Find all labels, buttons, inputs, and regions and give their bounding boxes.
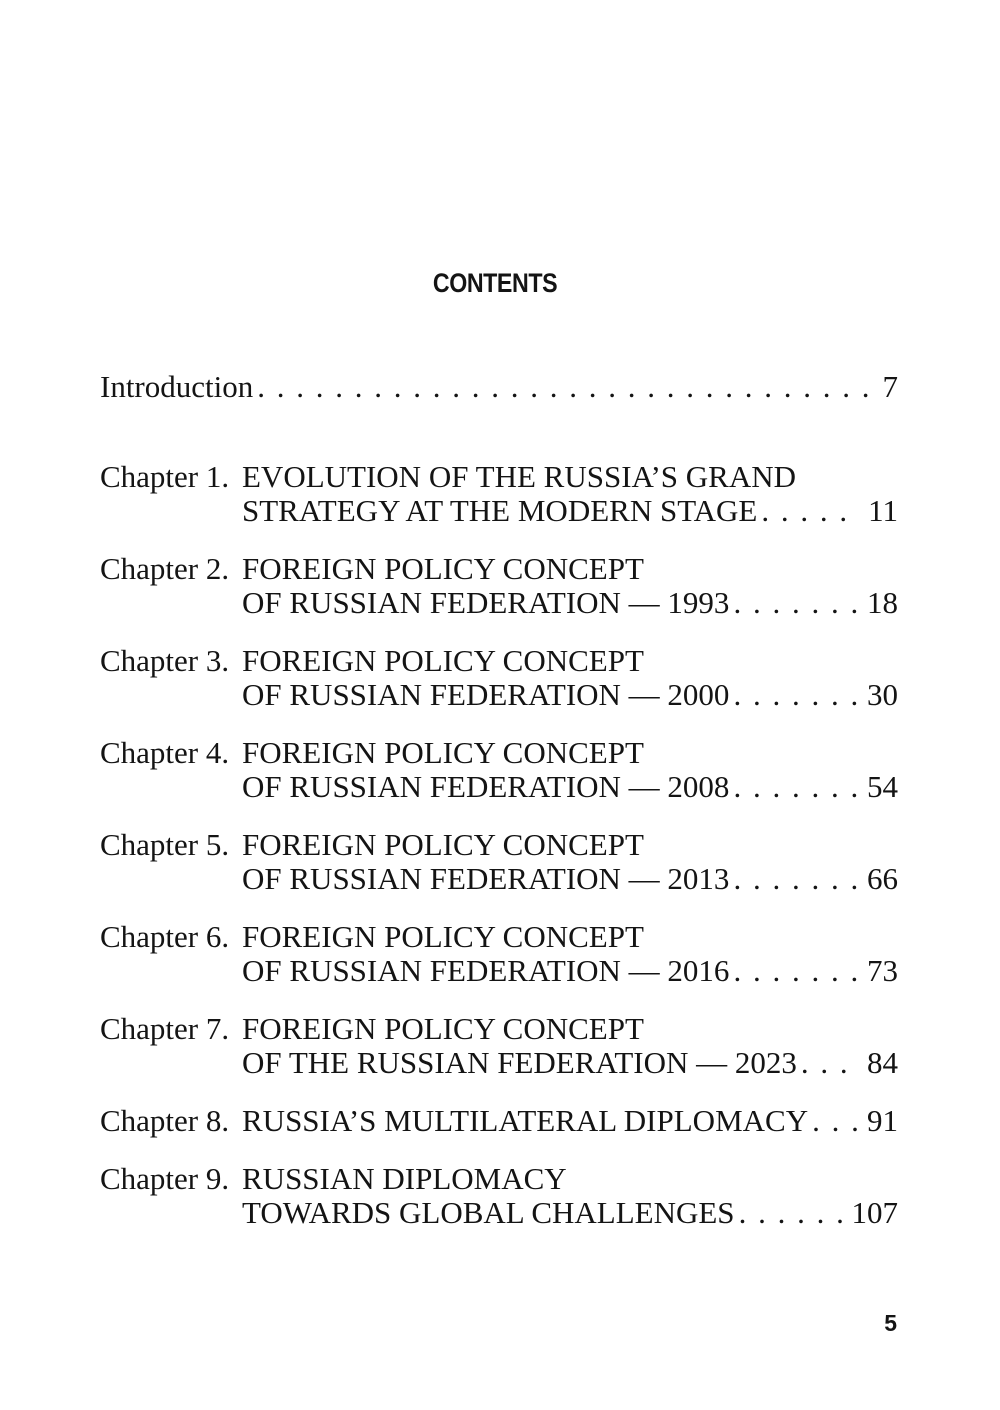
toc-entry-chapter-1 [100, 460, 898, 528]
toc-page-number: 66 [867, 861, 898, 896]
chapter-title-line: STRATEGY AT THE MODERN STAGE [242, 493, 758, 528]
toc-line [100, 1162, 898, 1196]
toc-line [100, 370, 898, 404]
dot-leader [729, 862, 857, 896]
toc-line [100, 1104, 898, 1138]
toc-page-number: 91 [867, 1103, 898, 1138]
toc-line [100, 552, 898, 586]
toc-line [100, 920, 898, 954]
chapter-number: Chapter 1. [100, 459, 230, 494]
chapter-number: Chapter 6. [100, 919, 230, 954]
chapter-title-line: OF RUSSIAN FEDERATION — 2000 [242, 677, 730, 712]
dot-leader [729, 770, 857, 804]
chapter-title-line: FOREIGN POLICY CONCEPT [242, 643, 644, 678]
toc-line [100, 1196, 898, 1230]
dot-leader [729, 586, 857, 620]
chapter-title-line: TOWARDS GLOBAL CHALLENGES [242, 1195, 735, 1230]
chapter-title-line: OF RUSSIAN FEDERATION — 2008 [242, 769, 730, 804]
toc-page-number: 11 [868, 493, 898, 528]
chapter-number: Chapter 9. [100, 1161, 230, 1196]
toc-line [100, 644, 898, 678]
chapter-list [100, 460, 898, 1230]
toc-line [100, 460, 898, 494]
toc-page-number: 84 [867, 1045, 898, 1080]
toc-entry-chapter-8 [100, 1104, 898, 1138]
toc-line [100, 494, 898, 528]
toc-line [100, 736, 898, 770]
page-title: CONTENTS [432, 268, 558, 298]
chapter-title-line: RUSSIA’S MULTILATERAL DIPLOMACY [242, 1103, 809, 1138]
chapter-number: Chapter 5. [100, 827, 230, 862]
folio-page-number: 5 [884, 1310, 897, 1336]
chapter-title-line: FOREIGN POLICY CONCEPT [242, 735, 644, 770]
toc-page-number: 18 [867, 585, 898, 620]
dot-leader [735, 1196, 842, 1230]
toc-entry-chapter-9 [100, 1162, 898, 1230]
toc-line [100, 1046, 898, 1080]
dot-leader [797, 1046, 857, 1080]
toc-entry-chapter-7 [100, 1012, 898, 1080]
chapter-title-line: EVOLUTION OF THE RUSSIA’S GRAND [242, 459, 797, 494]
chapter-title-line: FOREIGN POLICY CONCEPT [242, 827, 644, 862]
toc-entry-chapter-3 [100, 644, 898, 712]
toc-line [100, 862, 898, 896]
toc-line [100, 770, 898, 804]
toc-page-number: 107 [851, 1195, 898, 1230]
chapter-number: Chapter 2. [100, 551, 230, 586]
toc-entry-chapter-5 [100, 828, 898, 896]
chapter-number: Chapter 7. [100, 1011, 230, 1046]
chapter-title-line: OF RUSSIAN FEDERATION — 2013 [242, 861, 730, 896]
toc-entry-title: Introduction [100, 369, 254, 404]
dot-leader [757, 494, 858, 528]
chapter-number: Chapter 8. [100, 1103, 230, 1138]
toc-line [100, 586, 898, 620]
chapter-title-line: OF RUSSIAN FEDERATION — 2016 [242, 953, 730, 988]
dot-leader [729, 678, 857, 712]
table-of-contents [100, 370, 898, 1254]
toc-page-number: 54 [867, 769, 898, 804]
chapter-title-line: FOREIGN POLICY CONCEPT [242, 1011, 644, 1046]
chapter-title-line: OF THE RUSSIAN FEDERATION — 2023 [242, 1045, 797, 1080]
toc-page-number: 7 [882, 369, 898, 404]
toc-line [100, 954, 898, 988]
dot-leader [253, 370, 872, 404]
toc-entry-chapter-2 [100, 552, 898, 620]
chapter-number: Chapter 4. [100, 735, 230, 770]
toc-page-number: 73 [867, 953, 898, 988]
toc-entry-chapter-4 [100, 736, 898, 804]
toc-page-number: 30 [867, 677, 898, 712]
chapter-title-line: FOREIGN POLICY CONCEPT [242, 551, 644, 586]
chapter-title-line: FOREIGN POLICY CONCEPT [242, 919, 644, 954]
chapter-title-line: RUSSIAN DIPLOMACY [242, 1161, 567, 1196]
toc-line [100, 678, 898, 712]
dot-leader [808, 1104, 857, 1138]
toc-line [100, 1012, 898, 1046]
chapter-title-line: OF RUSSIAN FEDERATION — 1993 [242, 585, 730, 620]
toc-entry-chapter-6 [100, 920, 898, 988]
toc-line [100, 828, 898, 862]
toc-entry-introduction [100, 370, 898, 404]
dot-leader [729, 954, 857, 988]
chapter-number: Chapter 3. [100, 643, 230, 678]
